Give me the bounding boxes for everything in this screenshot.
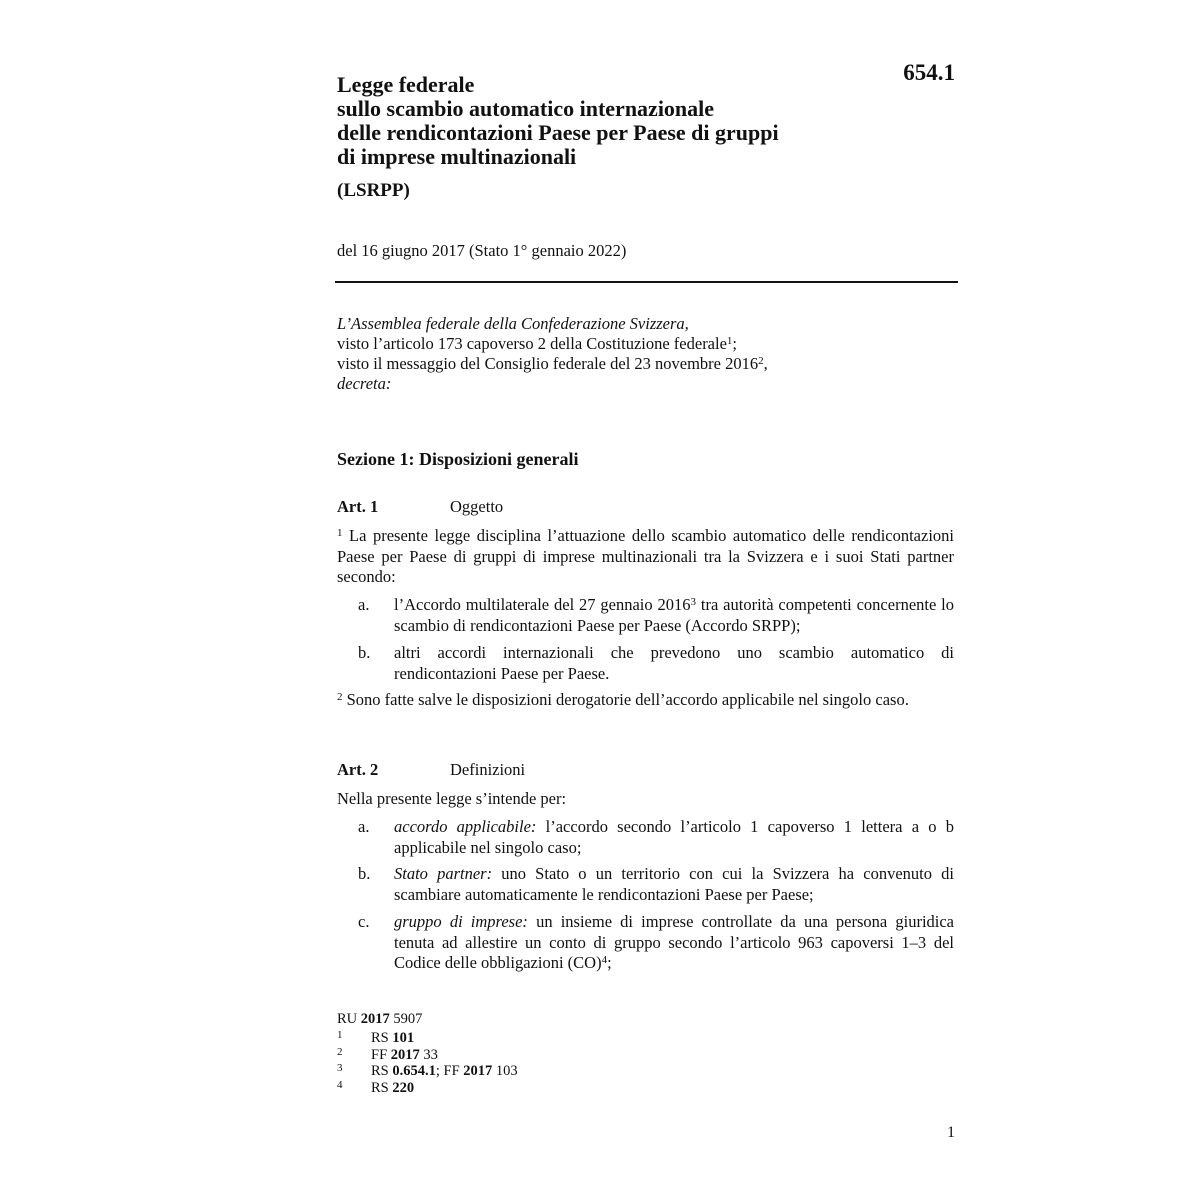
footnote: 4 RS 220 <box>337 1078 415 1096</box>
sr-number: 654.1 <box>903 60 955 85</box>
paragraph-number: 2 <box>337 691 343 703</box>
list-text: accordo applicabile: l’accordo secondo l’articolo 1 capoverso 1 lettera a o b applicabile nel singolo caso; <box>394 817 955 857</box>
list-letter: a. <box>358 595 370 614</box>
list-text: Stato partner: uno Stato o un territorio con cui la Svizzera ha convenuto di scambiare automaticamente le rendicontazioni Paese per Paese; <box>394 864 955 904</box>
footnote-ref[interactable]: 2 <box>758 355 764 367</box>
law-title-line: sullo scambio automatico internazionale <box>337 96 715 121</box>
footnote: 3 RS 0.654.1; FF 2017 103 <box>337 1062 518 1079</box>
article-paragraph: $^2$ Sono fatte salve le disposizioni derogatorie dell’accordo applicabile nel singolo caso. <box>337 690 909 709</box>
preamble <box>337 314 957 394</box>
list-letter: b. <box>358 864 371 883</box>
law-abbreviation: (LSRPP) <box>337 180 410 201</box>
footnote-ref[interactable]: 1 <box>726 335 733 347</box>
list-text: altri accordi internazionali che prevedono uno scambio automatico di rendicontazioni Paese per Paese. <box>394 643 954 683</box>
article-paragraph: $^1$ La presente legge disciplina l’attuazione dello scambio automatico delle rendicontazioni Paese per Paese di gruppi di imprese multinazionali tra la Svizzera e i suoi Stati partner secondo: <box>337 526 954 586</box>
list-text: l’Accordo multilaterale del 27 gennaio 2016$^3$ tra autorità competenti concernente lo scambio di rendicontazioni Paese per Paese (Accordo SRPP); <box>394 595 955 635</box>
law-title-line: di imprese multinazionali <box>337 144 577 169</box>
article-title: Definizioni <box>450 760 526 779</box>
footnote-ref[interactable]: 4 <box>601 954 608 966</box>
preamble-decree: decreta: <box>337 374 392 393</box>
footnotes <box>337 1011 518 1096</box>
page-number: 1 <box>947 1124 955 1141</box>
ru-reference: RU 2017 5907 <box>337 1011 423 1027</box>
paragraph-number: 1 <box>337 527 343 539</box>
law-title-line: Legge federale <box>337 72 475 97</box>
list-letter: b. <box>358 643 371 662</box>
preamble-line: visto il messaggio del Consiglio federale del 23 novembre 2016$^2$, <box>337 354 768 373</box>
article-title: Oggetto <box>450 497 504 516</box>
footnote: 1 RS 101 <box>337 1029 415 1046</box>
section-heading: Sezione 1: Disposizioni generali <box>337 449 579 469</box>
list-text: gruppo di imprese: un insieme di imprese controllate da una persona giuridica tenuta ad allestire un conto di gruppo secondo l’articolo 963 capoversi 1–3 del Codice delle obbligazioni (CO)$^4$; <box>394 912 955 972</box>
title-divider <box>335 281 958 283</box>
list-letter: a. <box>358 817 370 836</box>
law-title-line: delle rendicontazioni Paese per Paese di gruppi <box>337 120 779 145</box>
article-number: Art. 1 <box>337 497 379 516</box>
law-date: del 16 giugno 2017 (Stato 1° gennaio 2022) <box>337 241 627 260</box>
article-intro: Nella presente legge s’intende per: <box>337 789 567 808</box>
preamble-line: visto l’articolo 173 capoverso 2 della Costituzione federale$^1$; <box>337 334 738 353</box>
footnote: 2 FF 2017 33 <box>337 1045 438 1063</box>
list-letter: c. <box>358 912 370 931</box>
article-heading <box>337 760 957 780</box>
footnote-ref[interactable]: 3 <box>690 596 697 608</box>
article-heading <box>337 497 957 517</box>
article-number: Art. 2 <box>337 760 379 779</box>
law-title <box>337 73 897 169</box>
preamble-assembly: L’Assemblea federale della Confederazione Svizzera, <box>337 314 689 333</box>
